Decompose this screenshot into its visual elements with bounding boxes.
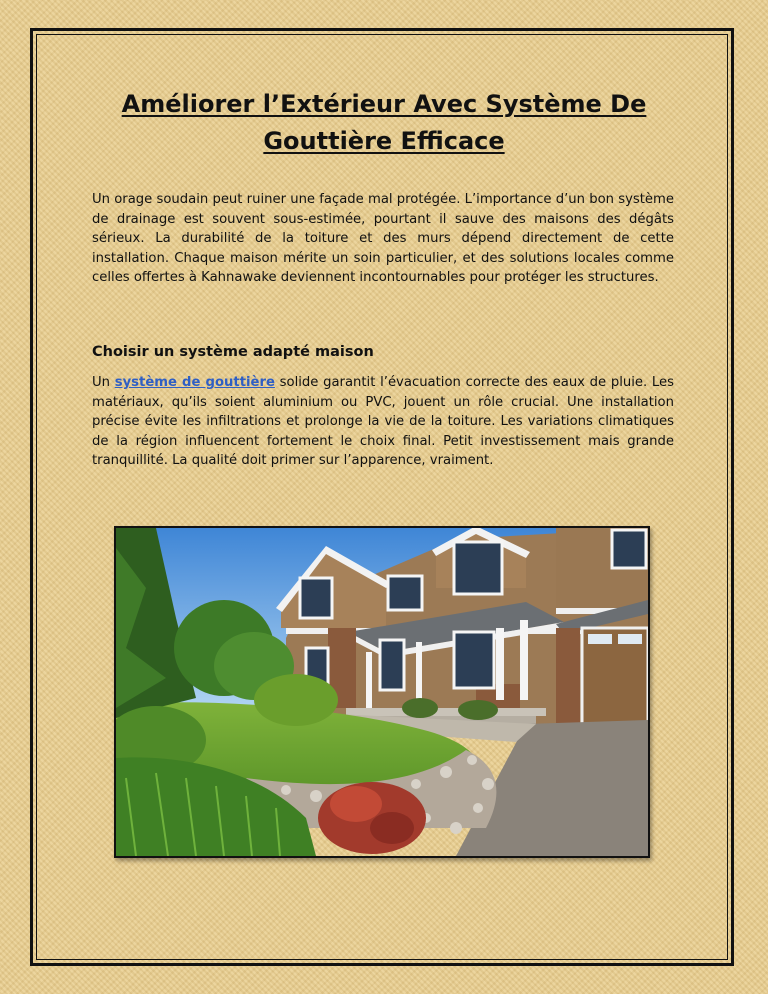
section-paragraph: [92, 373, 674, 471]
intro-paragraph: Un orage soudain peut ruiner une façade mal protégée. L’importance d’un bon système de drainage est souvent sous-estimée, pourtant il sauve des maisons des dégâts sérieux. La durabilité de la toiture et des murs dépend directement de cette installation. Chaque maison mérite un soin particulier, et des solutions locales comme celles offertes à Kahnawake deviennent incontournables pour protéger les structures.: [92, 192, 674, 286]
paragraph-rest: solide garantit l’évacuation correcte des eaux de pluie. Les matériaux, qu’ils soient aluminium ou PVC, jouent un rôle crucial. Une installation précise évite les infiltrations et prolonge la vie de la toiture. Les variations climatiques de la région influencent fortement le choix final. Petit investissement mais grande tranquillité. La qualité doit primer sur l’apparence, vraiment.: [92, 375, 675, 469]
gutter-system-link[interactable]: système de gouttière: [114, 375, 275, 390]
paragraph-prefix: Un: [92, 375, 115, 390]
house-photo: [114, 526, 650, 858]
document-title: Améliorer l’Extérieur Avec Système De Gouttière Efficace: [121, 90, 647, 155]
section-heading: Choisir un système adapté maison: [92, 344, 374, 360]
house-illustration: [116, 528, 648, 856]
